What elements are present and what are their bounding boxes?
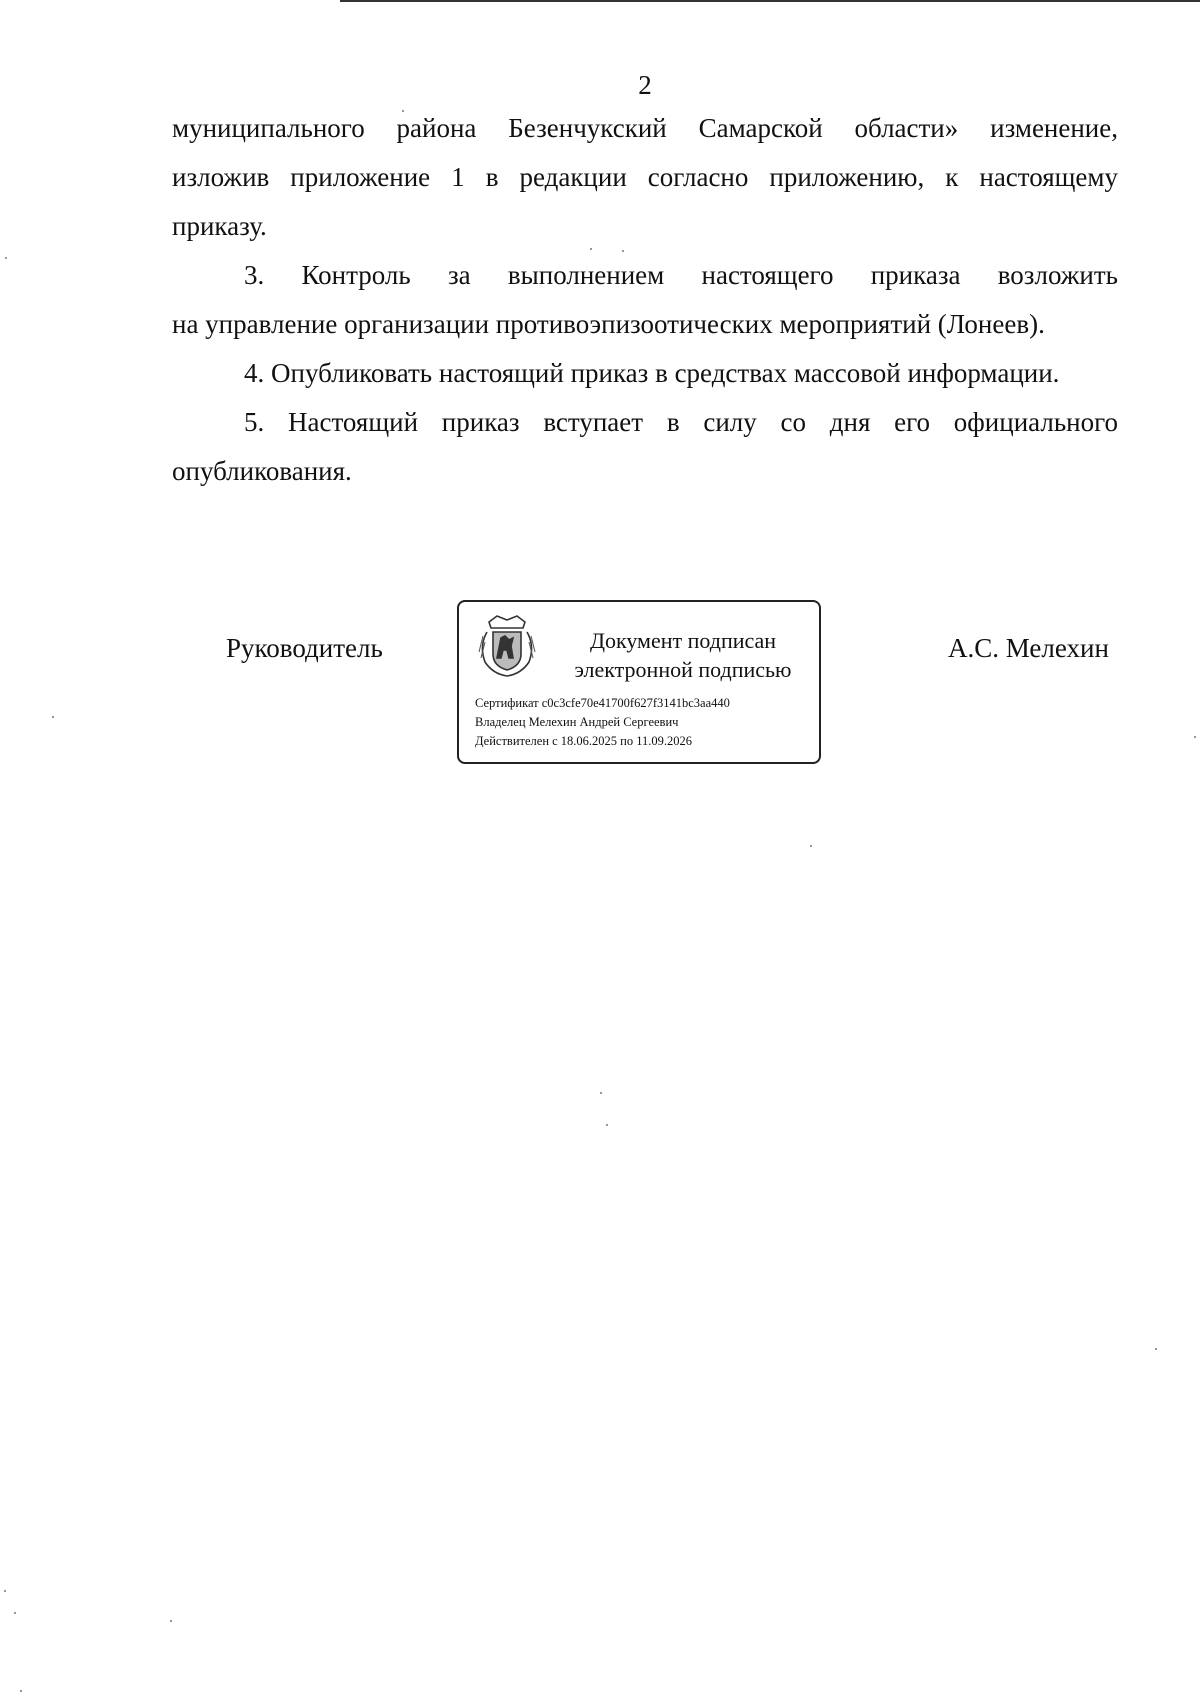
paragraph-3 (172, 251, 1118, 349)
text-line: изложив приложение 1 в редакции согласно приложению, к настоящему (172, 162, 1118, 192)
text-line: 5. Настоящий приказ вступает в силу со дня его официального (244, 407, 1118, 437)
stamp-heading-line: Документ подписан (589, 628, 777, 653)
samara-region-coat-of-arms-icon (475, 612, 539, 680)
paragraph-4 (172, 349, 1118, 398)
top-rule (340, 0, 1200, 2)
text-line: 3. Контроль за выполнением настоящего приказа возложить (244, 260, 1118, 290)
stamp-heading (555, 626, 811, 684)
stamp-details (475, 694, 815, 751)
document-body (172, 104, 1118, 496)
text-line: приказу. (172, 211, 267, 241)
text-line: опубликования. (172, 456, 352, 486)
owner-line: Владелец Мелехин Андрей Сергеевич (475, 715, 679, 729)
electronic-signature-stamp (457, 600, 821, 764)
stamp-heading-line: электронной подписью (574, 657, 792, 682)
signatory-title: Руководитель (226, 633, 383, 663)
paragraph-5 (172, 398, 1118, 496)
certificate-line: Сертификат c0c3cfe70e41700f627f3141bc3aa440 (475, 696, 730, 710)
text-line: 4. Опубликовать настоящий приказ в средствах массовой информации. (244, 358, 1060, 388)
text-line: на управление организации противоэпизоотических мероприятий (Лонеев). (172, 309, 1045, 339)
page-number: 2 (638, 70, 652, 100)
validity-line: Действителен с 18.06.2025 по 11.09.2026 (475, 734, 693, 748)
paragraph-continuation (172, 104, 1118, 251)
text-line: муниципального района Безенчукский Самарской области» изменение, (172, 113, 1118, 143)
signatory-name: А.С. Мелехин (948, 633, 1109, 663)
